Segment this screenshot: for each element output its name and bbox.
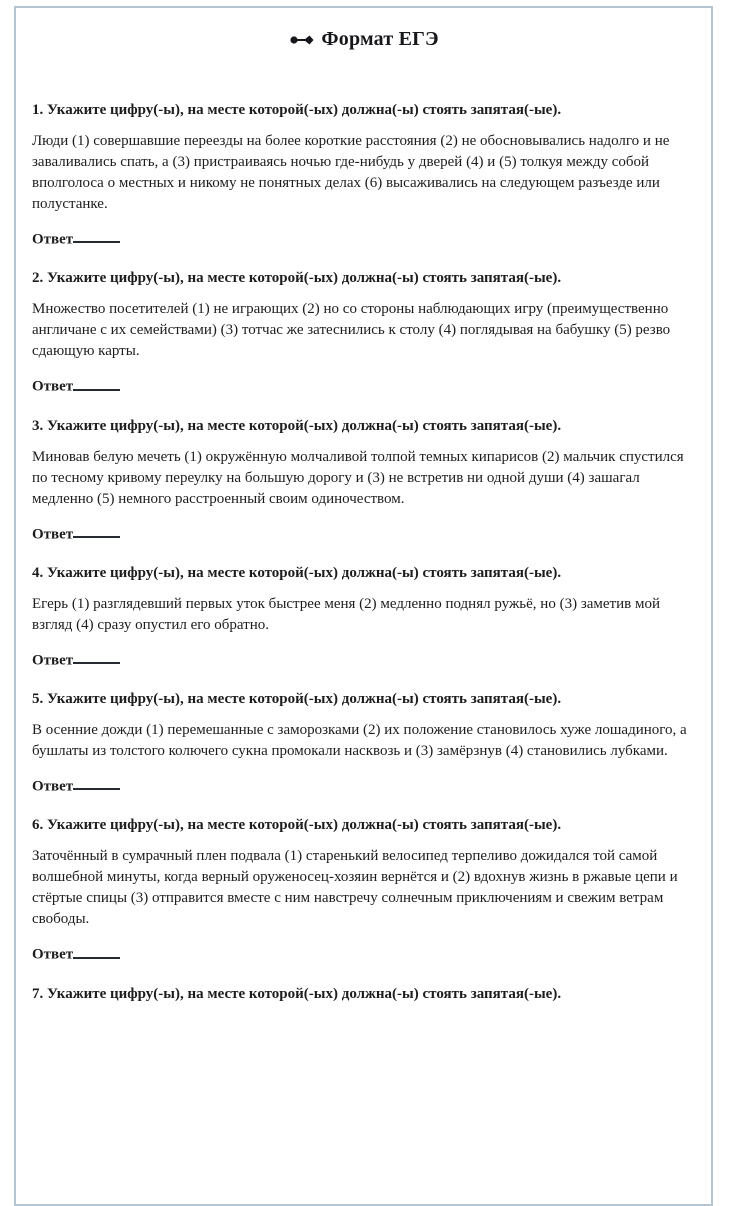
question-prompt-text: Укажите цифру(-ы), на месте которой(-ых) должна(-ы) стоять запятая(-ые).	[47, 985, 562, 1002]
question-block	[32, 815, 697, 965]
answer-row	[32, 374, 697, 397]
answer-row	[32, 227, 697, 250]
answer-blank-line	[73, 374, 120, 390]
question-number: 2.	[32, 270, 44, 287]
answer-blank-line	[73, 774, 120, 790]
question-number: 6.	[32, 817, 44, 834]
page-title-text: Формат ЕГЭ	[321, 28, 439, 50]
answer-label: Ответ	[32, 946, 74, 963]
question-number: 3.	[32, 417, 44, 434]
question-prompt-text: Укажите цифру(-ы), на месте которой(-ых) должна(-ы) стоять запятая(-ые).	[47, 564, 562, 581]
question-prompt	[32, 689, 697, 710]
question-passage: Егерь (1) разглядевший первых уток быстрее меня (2) медленно поднял ружьё, но (3) заметив мой взгляд (4) сразу опустил его обратно.	[32, 595, 660, 633]
question-block	[32, 689, 697, 797]
question-number: 1.	[32, 102, 44, 118]
answer-label: Ответ	[32, 231, 74, 248]
answer-label: Ответ	[32, 525, 74, 542]
page-title	[32, 28, 697, 52]
question-passage: Миновав белую мечеть (1) окружённую молчаливой толпой темных кипарисов (2) мальчик спустился по тесному кривому переулку на большую дорогу и (3) не встретив ни одной души (4) зашагал медленно (5) немного расстроенный своим одиночеством.	[32, 448, 684, 507]
answer-label: Ответ	[32, 778, 74, 795]
answer-row	[32, 648, 697, 671]
question-passage: Заточённый в сумрачный плен подвала (1) старенький велосипед терпеливо дожидался той самой волшебной минуты, когда верный оруженосец-хозяин вернётся и (2) вдохнув жизнь в ржавые цепи и стёртые спицы (3) отправится вместе с ним навстречу солнечным приключениям и свежим ветрам свободы.	[32, 848, 678, 928]
worksheet-page	[14, 6, 713, 1206]
question-block	[32, 984, 697, 1005]
question-number: 7.	[32, 985, 44, 1002]
question-prompt	[32, 100, 697, 121]
question-prompt-text: Укажите цифру(-ы), на месте которой(-ых) должна(-ы) стоять запятая(-ые).	[47, 417, 562, 434]
answer-blank-line	[73, 227, 120, 243]
answer-label: Ответ	[32, 652, 74, 668]
question-passage: Множество посетителей (1) не играющих (2) но со стороны наблюдающих игру (преимущественно англичане с их семействами) (3) тотчас же затеснились к столу (4) поглядывая на бабушку (5) резво сдающую карты.	[32, 301, 671, 360]
question-prompt-text: Укажите цифру(-ы), на месте которой(-ых) должна(-ы) стоять запятая(-ые).	[47, 817, 562, 834]
question-passage: В осенние дожди (1) перемешанные с заморозками (2) их положение становилось хуже лошадиного, а бушлаты из толстого колючего сукна промокали насквозь и (3) замёрзнув (4) становились лубками.	[32, 722, 687, 759]
question-number: 4.	[32, 564, 44, 581]
answer-blank-line	[73, 942, 120, 958]
question-number: 5.	[32, 691, 44, 707]
answer-row	[32, 942, 697, 965]
page-content	[16, 8, 711, 1005]
answer-row	[32, 522, 697, 545]
answer-blank-line	[73, 648, 120, 664]
question-prompt-text: Укажите цифру(-ы), на месте которой(-ых) должна(-ы) стоять запятая(-ые).	[47, 270, 562, 287]
question-passage: Люди (1) совершавшие переезды на более короткие расстояния (2) не обосновывались надолго и не заваливались спать, а (3) пристраиваясь ночью где-нибудь у дверей (4) и (5) толкуя между собой вполголоса о местных и никому не понятных делах (6) высаживались на следующем разъезде или полустанке.	[32, 133, 670, 212]
answer-label: Ответ	[32, 378, 74, 395]
question-block	[32, 563, 697, 671]
question-prompt	[32, 416, 697, 437]
question-prompt	[32, 268, 697, 289]
question-prompt	[32, 815, 697, 836]
question-prompt	[32, 984, 697, 1005]
question-block	[32, 416, 697, 545]
question-prompt-text: Укажите цифру(-ы), на месте которой(-ых) должна(-ы) стоять запятая(-ые).	[47, 102, 562, 118]
answer-row	[32, 774, 697, 797]
questions-list	[32, 100, 697, 1005]
bullet-arrow-icon	[290, 29, 314, 52]
question-block	[32, 100, 697, 250]
answer-blank-line	[73, 522, 120, 538]
question-prompt	[32, 563, 697, 584]
question-block	[32, 268, 697, 397]
question-prompt-text: Укажите цифру(-ы), на месте которой(-ых) должна(-ы) стоять запятая(-ые).	[47, 691, 562, 707]
